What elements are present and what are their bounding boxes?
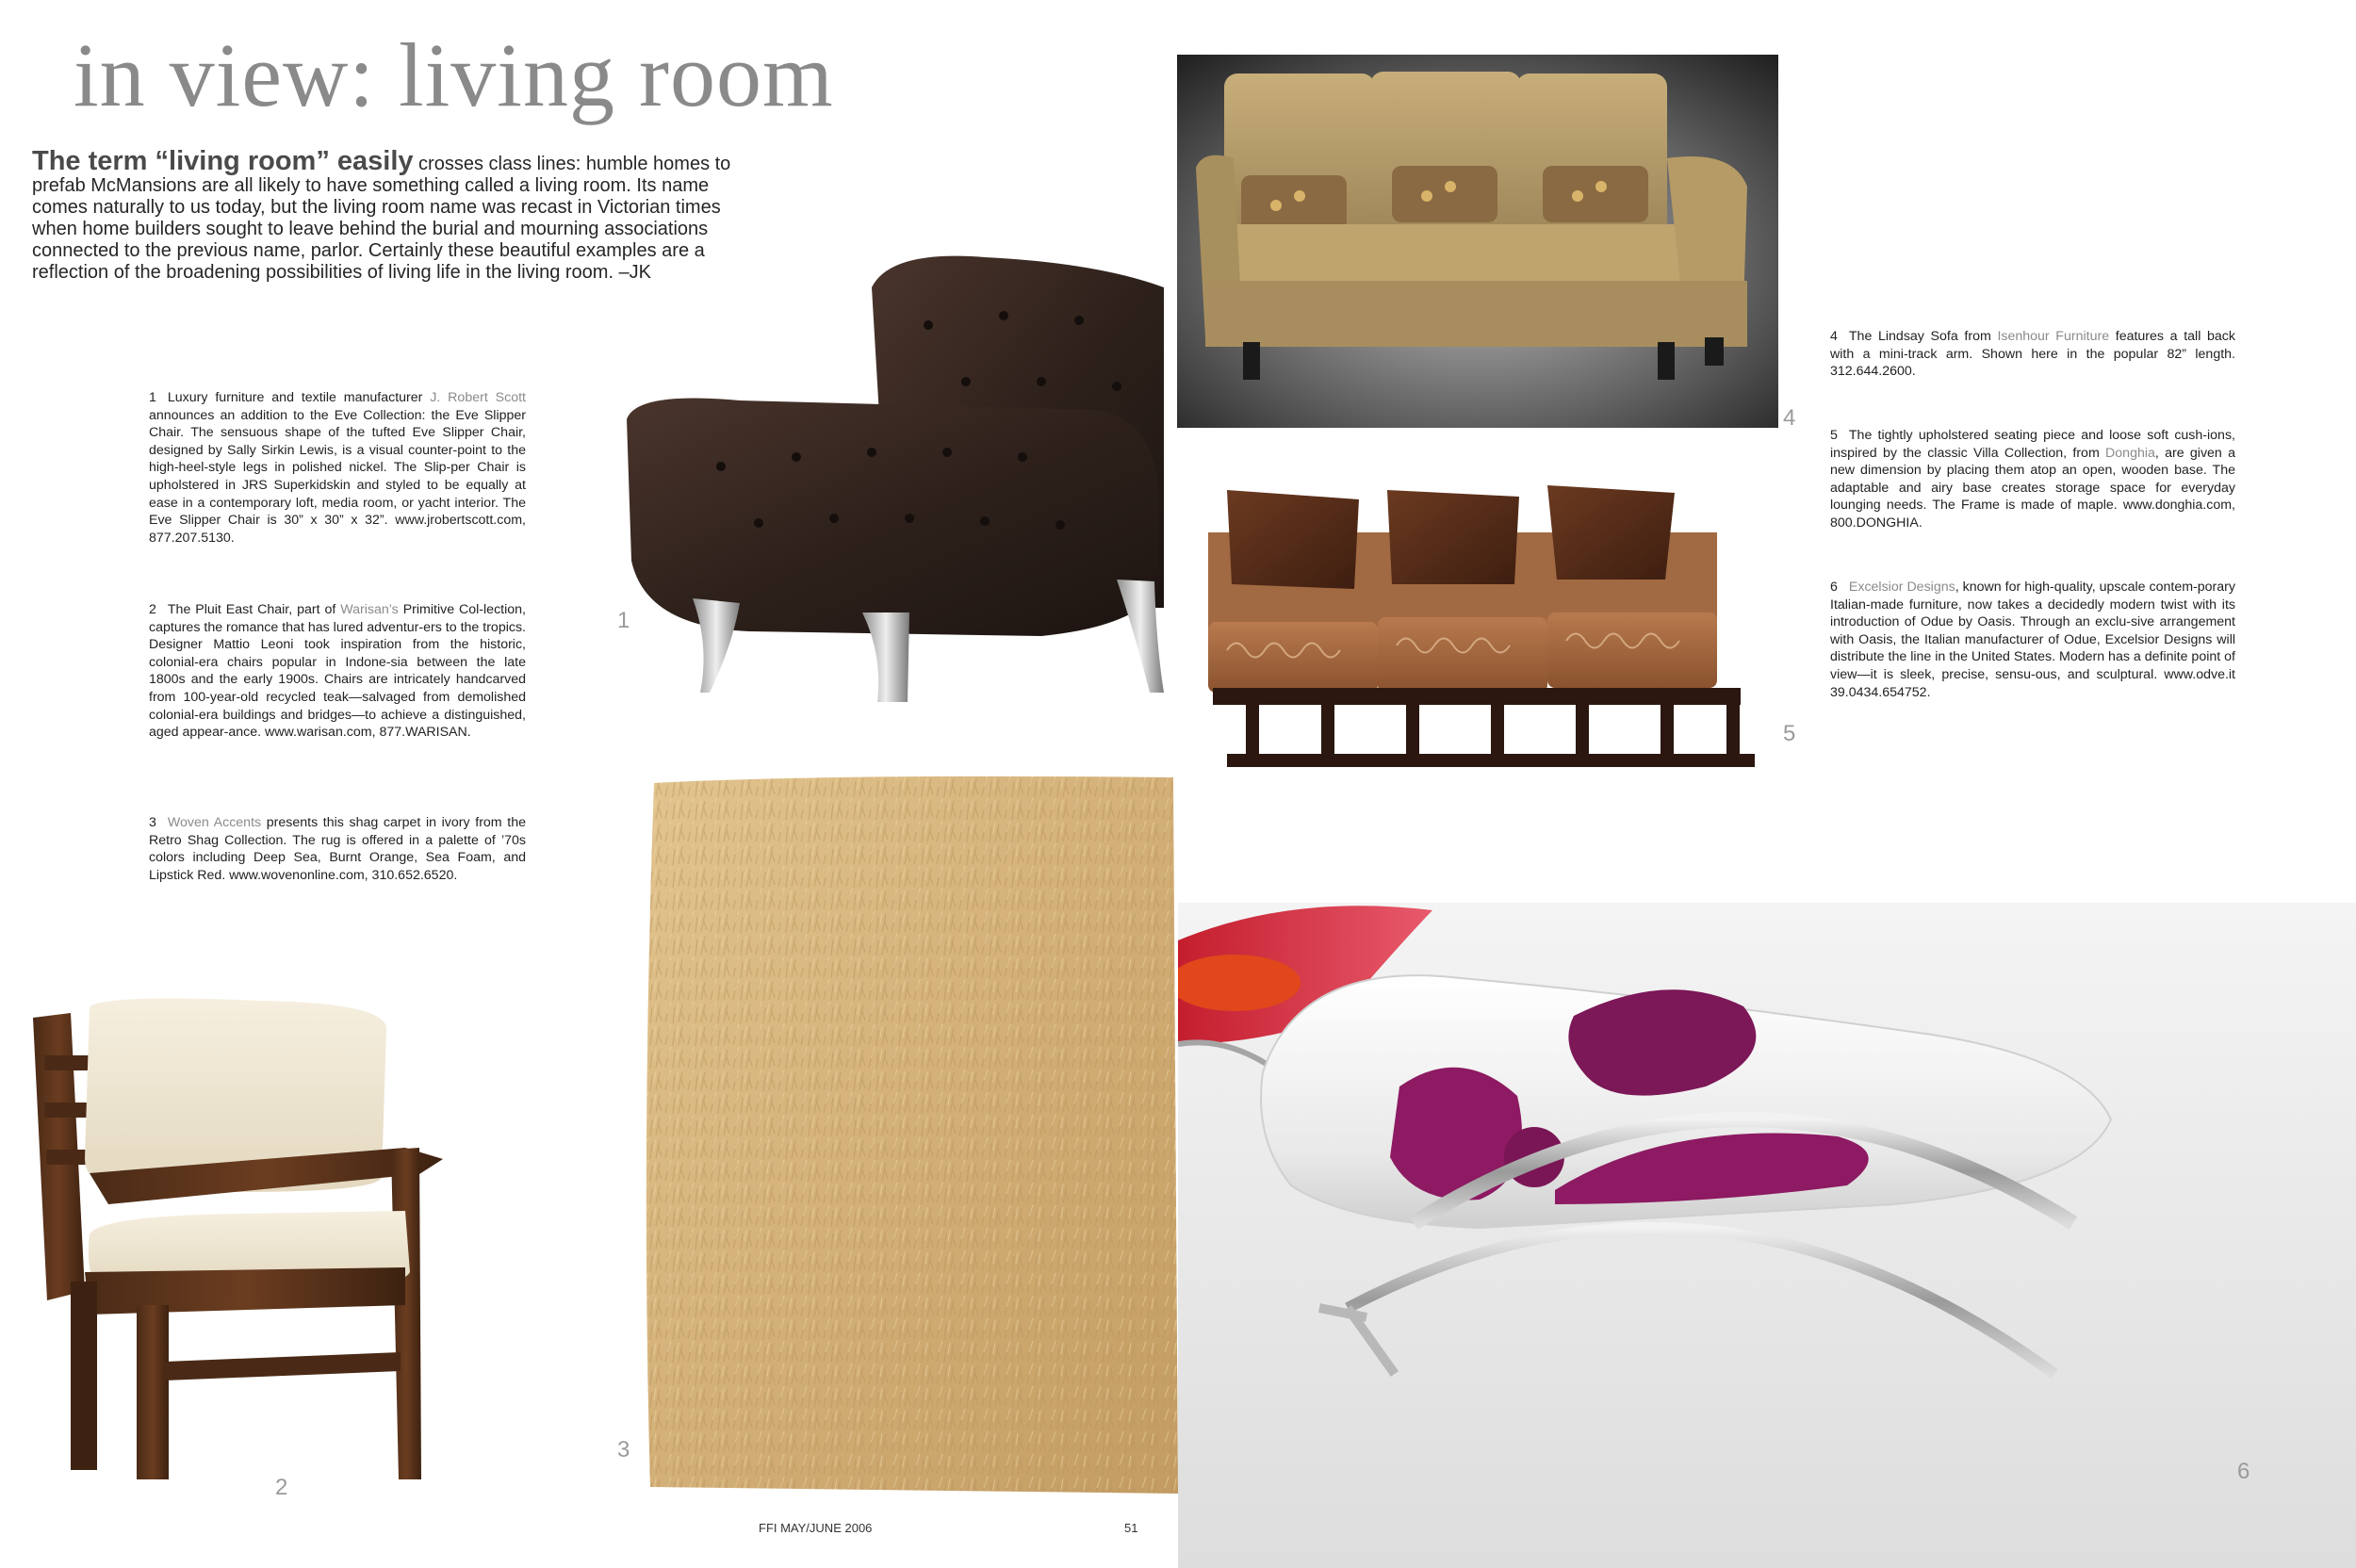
intro-body: crosses class lines: humble homes to prefab McMansions are all likely to have something called a living room. Its name comes naturally to us today, but the living room name was recast in Victorian times when home builders sought to leave behind the burial and mourning associations connected to the previous name, parlor. Certainly these beautiful examples are a reflection of the broadening possibilities of living life in the living room. –JK <box>32 154 731 283</box>
brand-link-donghia[interactable]: Donghia <box>2105 445 2155 461</box>
caption-number: 2 <box>149 602 156 617</box>
photo-villa-seating <box>1189 476 1778 787</box>
caption-number: 1 <box>149 390 156 405</box>
figure-number-5: 5 <box>1783 721 1796 746</box>
footer-publication: FFI MAY/JUNE 2006 <box>759 1521 873 1535</box>
caption-number: 3 <box>149 815 156 830</box>
photo-odue-chaise <box>1178 903 2356 1568</box>
brand-link-isenhour-furniture[interactable]: Isenhour Furniture <box>1997 329 2110 344</box>
caption-item-4: 4 The Lindsay Sofa from Isenhour Furniture features a tall back with a mini-track arm. Shown here in the popular 82” length. 312.644.2600. <box>1830 329 2235 380</box>
caption-item-3: 3 Woven Accents presents this shag carpet in ivory from the Retro Shag Collection. The rug is offered in a palette of ’70s colors including Deep Sea, Burnt Orange, Sea Foam, and Lipstick Red. www.wovenonline.com, 310.652.6520. <box>149 815 526 883</box>
figure-number-4: 4 <box>1783 405 1796 431</box>
photo-retro-shag-rug <box>641 776 1178 1494</box>
page-title: in view: living room <box>74 24 834 125</box>
intro-lead: The term “living room” easily <box>32 146 414 176</box>
footer-page-number: 51 <box>1124 1521 1138 1535</box>
caption-item-6: 6 Excelsior Designs, known for high-quality, upscale contem-porary Italian-made furniture, now takes a decidedly modern twist with its introduction of Odue by Oasis. Through an exclu-sive arrangement with Oasis, the Italian manufacturer of Odue, Excelsior Designs will distribute the line in the United States. Modern has a definite point of view—it is sleek, precise, sensu-ous, and sculptural. www.odve.it 39.0434.654752. <box>1830 580 2235 700</box>
figure-number-6: 6 <box>2237 1459 2250 1484</box>
caption-number: 5 <box>1830 428 1838 443</box>
figure-number-2: 2 <box>275 1475 288 1500</box>
photo-eve-slipper-chair <box>608 250 1173 702</box>
brand-link-woven-accents[interactable]: Woven Accents <box>167 815 262 830</box>
brand-link-warisan[interactable]: Warisan’s <box>340 602 399 617</box>
caption-item-2: 2 The Pluit East Chair, part of Warisan’s Primitive Col-lection, captures the romance that has lured adventur-ers to the tropics. Designer Mattio Leoni took inspiration from the historic, colonial-era chairs popular in Indone-sia between the late 1800s and the early 1900s. Chairs are intricately handcarved from 100-year-old recycled teak—salvaged from demolished colonial-era buildings and bridges—to achieve a distinguished, aged appear-ance. www.warisan.com, 877.WARISAN. <box>149 602 526 741</box>
caption-item-5: 5 The tightly upholstered seating piece and loose soft cush-ions, inspired by the classic Villa Collection, from Donghia, are given a new dimension by placing them atop an open, wooden base. The adaptable and airy base creates storage space for everyday lounging needs. The Frame is made of maple. www.donghia.com, 800.DONGHIA. <box>1830 428 2235 531</box>
photo-lindsay-sofa <box>1177 55 1778 428</box>
brand-link-j-robert-scott[interactable]: J. Robert Scott <box>430 390 526 405</box>
figure-number-1: 1 <box>617 608 630 633</box>
photo-pluit-east-chair <box>33 989 594 1479</box>
caption-number: 6 <box>1830 580 1838 595</box>
caption-number: 4 <box>1830 329 1838 344</box>
brand-link-excelsior-designs[interactable]: Excelsior Designs <box>1848 580 1955 595</box>
figure-number-3: 3 <box>617 1437 630 1462</box>
caption-item-1: 1 Luxury furniture and textile manufacturer J. Robert Scott announces an addition to the Eve Collection: the Eve Slipper Chair. The sensuous shape of the tufted Eve Slipper Chair, designed by Sally Sirkin Lewis, is a visual counter-point to the high-heel-style legs in polished nickel. The Slip-per Chair is upholstered in JRS Superkidskin and styled to be equally at ease in a contemporary loft, media room, or yacht interior. The Eve Slipper Chair is 30” x 30” x 32”. www.jrobertscott.com, 877.207.5130. <box>149 390 526 546</box>
